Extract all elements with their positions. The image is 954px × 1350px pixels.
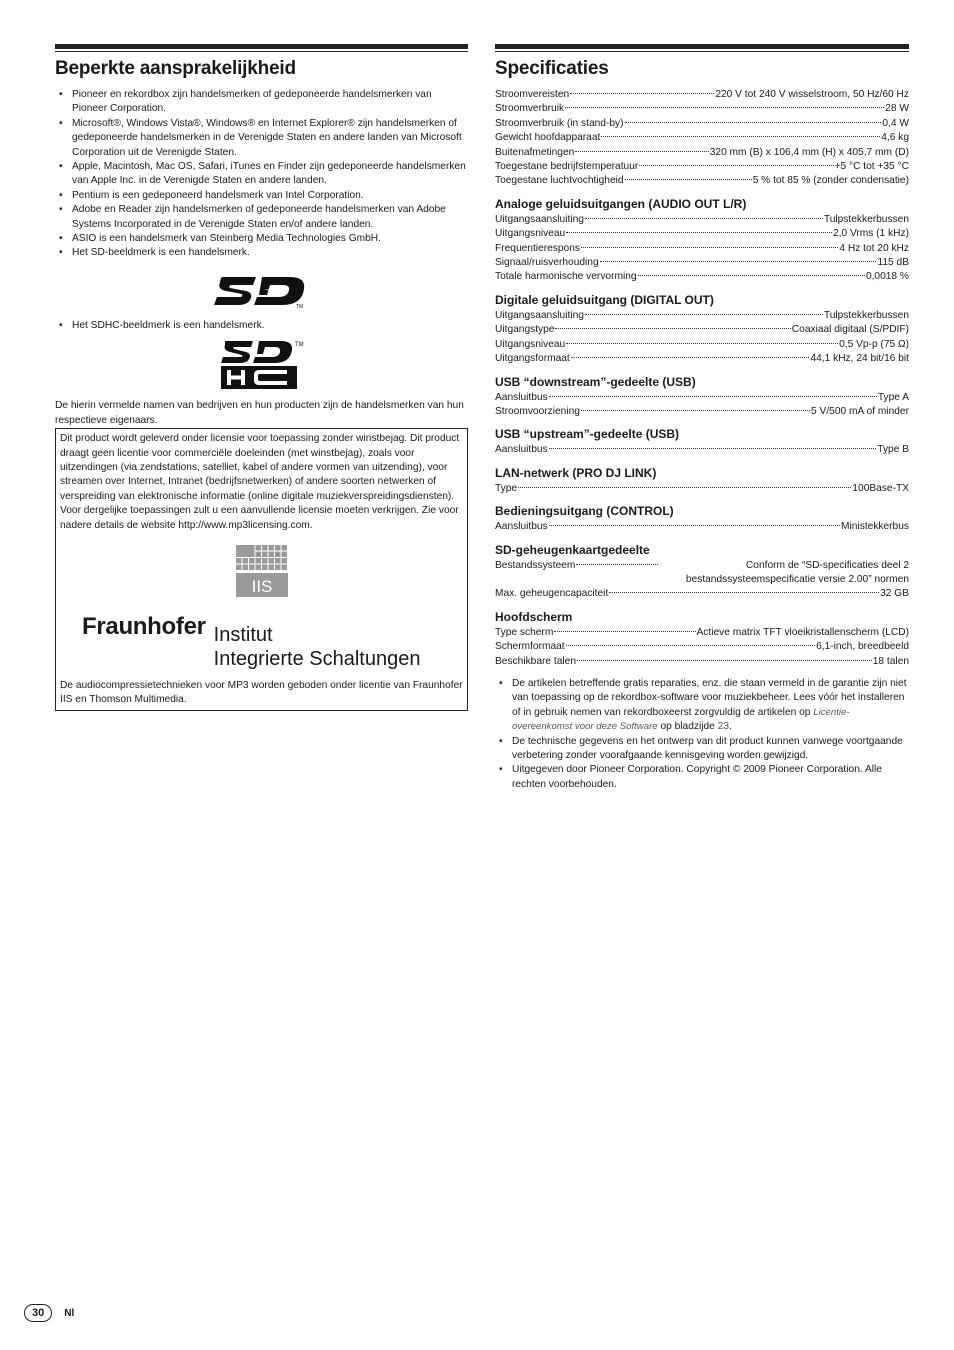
iis-grid-cell [268,545,274,551]
dot-leader [571,357,810,358]
spec-heading: USB “downstream”-gedeelte (USB) [495,374,696,389]
sd-logo [55,269,468,309]
left-column [55,44,468,711]
spec-value: Ministekkerbus [841,521,909,533]
spec-heading: Bedieningsuitgang (CONTROL) [495,504,674,519]
spec-group [495,543,909,602]
spec-value: 0,0018 % [865,271,909,283]
spec-heading: Digitale geluidsuitgang (DIGITAL OUT) [495,292,714,307]
iis-grid-cell [262,564,268,570]
spec-row [495,160,909,174]
iis-grid-cell [242,558,248,564]
spec-group [495,610,909,669]
iis-grid-cell [262,545,268,551]
general-specs [495,88,909,189]
spec-value: Type A [877,391,909,403]
license-agreement-ref: Licentie-overeenkomst voor deze Software [512,706,850,733]
spec-row [495,131,909,145]
spec-value: 44,1 kHz, 24 bit/16 bit [810,353,909,365]
list-item: • Adobe en Reader zijn handelsmerken of gedeponeerde handelsmerken van Adobe Systems Incorporated in de Verenigde Staten en/of andere landen. [55,203,468,232]
spec-row [495,443,909,457]
dot-leader [609,592,879,593]
audio-compression-text: De audiocompressietechnieken voor MP3 worden geboden onder licentie van Fraunhofer IIS en Thomson Multimedia. [60,679,463,706]
right-column [495,44,909,792]
spec-row [495,338,909,352]
iis-grid-cell [255,558,261,564]
spec-value: 2,0 Vrms (1 kHz) [832,228,909,240]
dot-leader [570,93,714,94]
spec-row [495,117,909,131]
fraunhofer-name: Fraunhofer [82,612,206,640]
page-footer [24,1304,74,1322]
iis-grid-block [236,545,255,557]
spec-label: Uitgangstype [495,324,555,336]
trademark-list [55,88,468,261]
spec-value: +5 °C tot +35 °C [834,161,909,173]
iis-grid-cell [262,551,268,557]
spec-value: 0,4 W [882,117,909,129]
iis-grid-cell [268,551,274,557]
iis-grid-cell [236,558,242,564]
mp3-license-text: Dit product wordt geleverd onder licensie voor toepassing zonder winstbejag. Dit product draagt geen licentie voor commerciële doeleinden (met winstbejag), zoals voor uitzendingen (via zendstations, satelliet, kabel of andere vormen van uitzending), voor streamen over Internet, Intranet (bedrijfsnetwerken) of andere soorten netwerken of verspreiding van elektronische informatie (online digitale muziekverspreidingsdiensten). Voor dergelijke toepassingen zult u een aanvullende licensie moeten verkrijgen. Zie voor nadere details de website http://www.mp3licensing.com. [60,433,460,531]
fraunhofer-logo [82,609,463,673]
dot-leader [601,136,880,137]
spec-groups [495,197,909,669]
spec-value: 5 % tot 85 % (zonder condensatie) [752,175,909,187]
spec-value: Conform de “SD-specificaties deel 2 bestandssysteemspecificatie versie 2.00” normen [685,559,909,585]
spec-heading: LAN-netwerk (PRO DJ LINK) [495,465,657,480]
spec-heading: USB “upstream”-gedeelte (USB) [495,427,680,442]
iis-logo [60,545,463,599]
section-title-liability: Beperkte aansprakelijkheid [55,58,296,79]
iis-grid-cell [281,551,287,557]
spec-label: Uitgangsniveau [495,228,566,240]
dot-leader [600,261,877,262]
spec-label: Max. geheugencapaciteit [495,588,609,600]
dot-leader [581,247,838,248]
spec-label: Type [495,482,518,494]
spec-row [495,323,909,337]
language-code: Nl [64,1307,75,1319]
list-item: • Het SD-beeldmerk is een handelsmerk. [55,246,468,260]
dot-leader [566,645,815,646]
notes-list [495,677,909,792]
page-number: 30 [24,1304,52,1322]
spec-label: Buitenafmetingen [495,146,575,158]
spec-row [495,587,909,601]
dot-leader [577,660,872,661]
spec-value: 4 Hz tot 20 kHz [839,242,909,254]
spec-label: Uitgangsaansluiting [495,309,584,321]
spec-value: 18 talen [872,655,909,667]
iis-grid-cell [281,564,287,570]
spec-row [495,213,909,227]
dot-leader [549,396,877,397]
spec-group [495,197,909,285]
spec-row [495,520,909,534]
spec-row [495,391,909,405]
dot-leader [576,564,658,565]
iis-grid-cell [268,564,274,570]
dot-leader [575,151,708,152]
list-item: • Het SDHC-beeldmerk is een handelsmerk. [55,319,468,333]
spec-row [495,256,909,270]
spec-group [495,427,909,457]
iis-grid-cell [255,545,261,551]
list-item: • Microsoft®, Windows Vista®, Windows® en Internet Explorer® zijn handelsmerken of gedeponeerde handelsmerken in de Verenigde Staten en andere landen van Microsoft Corporation uit de Verenigde Staten. [55,117,468,160]
section-rule [55,44,468,52]
spec-label: Totale harmonische vervorming [495,271,637,283]
list-item: • ASIO is een handelsmerk van Steinberg Media Technologies GmbH. [55,232,468,246]
iis-grid-cell [275,551,281,557]
list-item: • Apple, Macintosh, Mac OS, Safari, iTunes en Finder zijn gedeponeerde handelsmerken van Apple Inc. in de Verenigde Staten en andere landen. [55,160,468,189]
spec-value: 320 mm (B) x 106,4 mm (H) x 405,7 mm (D) [709,146,909,158]
section-rule [495,44,909,52]
spec-label: Uitgangsformaat [495,353,570,365]
spec-heading: Hoofdscherm [495,609,573,624]
svg-text:TM: TM [294,342,304,349]
dot-leader [554,631,695,632]
iis-grid-cell [275,545,281,551]
iis-grid-cell [249,558,255,564]
spec-label: Frequentierespons [495,242,580,254]
spec-label: Aansluitbus [495,444,548,456]
spec-group [495,375,909,420]
iis-grid-cell [275,564,281,570]
list-item: • De artikelen betreffende gratis reparaties, enz. die staan vermeld in de garantie zijn niet van toepassing op de rekordbox-software voor muziekbeheer. Lees vóór het installeren of in gebruik nemen van rekordboxeerst zorgvuldig de artikelen op Licentie-overeenkomst voor deze Software op bladzijde 23. [495,677,909,735]
dot-leader [566,343,838,344]
iis-grid-cell [236,564,242,570]
spec-label: Uitgangsniveau [495,338,566,350]
dot-leader [585,218,823,219]
dot-leader [585,314,823,315]
list-item: • Pentium is een gedeponeerd handelsmerk van Intel Corporation. [55,189,468,203]
iis-grid-cell [281,545,287,551]
spec-row [495,88,909,102]
spec-value: 100Base-TX [852,482,909,494]
spec-label: Stroomvereisten [495,89,570,100]
spec-label: Stroomvoorziening [495,405,580,417]
iis-grid-cell [255,551,261,557]
spec-row [495,405,909,419]
iis-grid-cell [255,564,261,570]
spec-row [495,352,909,366]
spec-value: 32 GB [880,588,909,600]
dot-leader [625,179,752,180]
dot-leader [549,525,840,526]
svg-text:TM: TM [295,303,303,309]
spec-row [495,146,909,160]
sdhc-list [55,319,468,333]
iis-grid-cell [275,558,281,564]
spec-group [495,504,909,534]
spec-label: Uitgangsaansluiting [495,213,584,225]
spec-value: 5 V/500 mA of minder [811,405,909,417]
spec-value: Actieve matrix TFT vloeikristallenscherm (LCD) [696,626,909,638]
dot-leader [638,275,865,276]
spec-row [495,559,909,588]
dot-leader [549,448,877,449]
spec-row [495,227,909,241]
section-title-specifications: Specificaties [495,58,609,79]
dot-leader [581,410,810,411]
spec-value: 115 dB [877,257,909,269]
iis-grid-cell [268,558,274,564]
iis-grid-cell [249,564,255,570]
mp3-license-box [55,428,468,711]
spec-row [495,102,909,116]
spec-row [495,309,909,323]
spec-row [495,242,909,256]
fraunhofer-subtitle: Institut Integrierte Schaltungen [213,623,421,670]
iis-grid-cell [262,558,268,564]
spec-value: 0,5 Vp-p (75 Ω) [839,338,909,350]
spec-row [495,174,909,188]
spec-value: 220 V tot 240 V wisselstroom, 50 Hz/60 Hz [715,89,909,100]
spec-value: 28 W [885,103,909,115]
spec-value: 6,1-inch, breedbeeld [816,641,909,653]
list-item: • Pioneer en rekordbox zijn handelsmerken of gedeponeerde handelsmerken van Pioneer Corporation. [55,88,468,117]
svg-text:IIS: IIS [251,576,272,596]
spec-value: Tulpstekkerbussen [823,309,909,321]
list-item: • De technische gegevens en het ontwerp van dit product kunnen vanwege voortgaande verbetering zonder voorafgaande kennisgeving worden gewijzigd. [495,735,909,764]
spec-label: Aansluitbus [495,391,548,403]
spec-label: Stroomverbruik [495,103,565,115]
spec-label: Stroomverbruik (in stand-by) [495,117,624,129]
spec-label: Schermformaat [495,641,565,653]
spec-group [495,293,909,367]
spec-label: Aansluitbus [495,521,548,533]
dot-leader [639,165,833,166]
spec-label: Gewicht hoofdapparaat [495,132,601,144]
dot-leader [625,122,882,123]
spec-label: Toegestane luchtvochtigheid [495,175,624,187]
spec-label: Toegestane bedrijfstemperatuur [495,161,639,173]
spec-heading: SD-geheugenkaartgedeelte [495,542,650,557]
spec-value: 4,6 kg [881,132,909,144]
spec-row [495,482,909,496]
spec-label: Beschikbare talen [495,655,576,667]
page-ref: 23 [717,721,729,733]
iis-grid-cell [281,558,287,564]
dot-leader [566,232,832,233]
dot-leader [565,107,884,108]
spec-label: Bestandssysteem [495,559,576,571]
spec-row [495,655,909,669]
spec-value: Type B [877,444,909,456]
trademark-owners-note: De hierin vermelde namen van bedrijven en hun producten zijn de handelsmerken van hun respectieve eigenaars. [55,400,464,426]
spec-value: Coaxiaal digitaal (S/PDIF) [791,324,909,336]
dot-leader [555,328,790,329]
spec-label: Type scherm [495,626,554,638]
spec-value: Tulpstekkerbussen [823,213,909,225]
spec-row [495,626,909,640]
spec-heading: Analoge geluidsuitgangen (AUDIO OUT L/R) [495,196,747,211]
spec-row [495,640,909,654]
sdhc-logo [55,339,468,391]
spec-row [495,270,909,284]
spec-label: Signaal/ruisverhouding [495,257,599,269]
spec-group [495,466,909,496]
list-item: • Uitgegeven door Pioneer Corporation. Copyright © 2009 Pioneer Corporation. Alle rechten voorbehouden. [495,763,909,792]
dot-leader [518,487,851,488]
iis-grid-cell [242,564,248,570]
